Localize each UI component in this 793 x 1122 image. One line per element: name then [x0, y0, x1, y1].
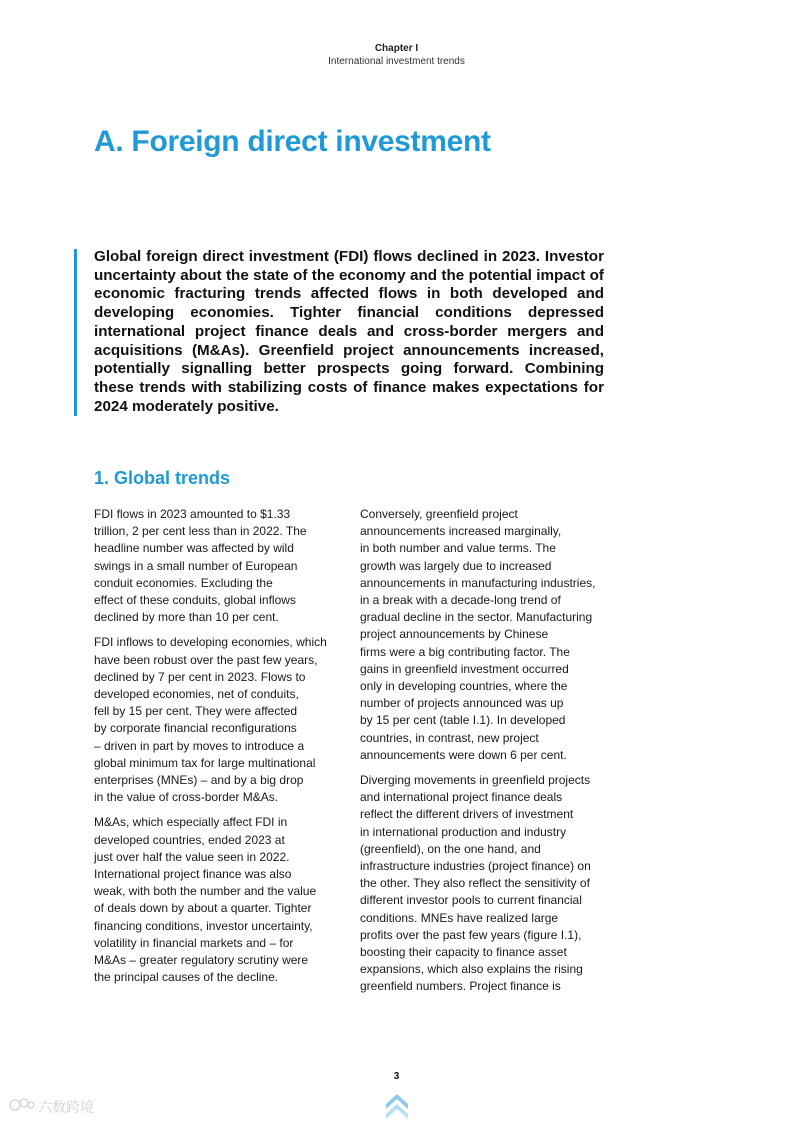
- body-paragraph: [360, 772, 610, 996]
- body-line: gradual decline in the sector. Manufacturing: [360, 610, 593, 625]
- body-line: firms were a big contributing factor. The: [360, 644, 570, 659]
- chevron-up-logo-icon: [384, 1090, 410, 1120]
- body-line: financing conditions, investor uncertainty,: [94, 918, 313, 933]
- body-line: trillion, 2 per cent less than in 2022. The: [94, 524, 307, 539]
- body-line: project announcements by Chinese: [360, 627, 549, 642]
- body-line: Conversely, greenfield project: [360, 507, 518, 521]
- body-line: of deals down by about a quarter. Tighter: [94, 901, 312, 916]
- body-line: International project finance was also: [94, 867, 292, 882]
- body-line: in international production and industry: [360, 824, 567, 839]
- chapter-subtitle: International investment trends: [328, 56, 465, 67]
- body-line: different investor pools to current financial: [360, 893, 582, 908]
- body-line: – driven in part by moves to introduce a: [94, 738, 305, 753]
- body-paragraph: [94, 506, 344, 626]
- body-line: have been robust over the past few years,: [94, 652, 318, 667]
- body-line: in both number and value terms. The: [360, 541, 556, 556]
- body-line: FDI inflows to developing economies, which: [94, 635, 327, 650]
- subsection-title: 1. Global trends: [94, 468, 231, 488]
- body-line: conditions. MNEs have realized large: [360, 910, 559, 925]
- body-column-right: [360, 506, 610, 1004]
- body-line: headline number was affected by wild: [94, 541, 294, 556]
- summary-callout: Global foreign direct investment (FDI) flows declined in 2023. Investor uncertainty about the state of the economy and the potential impact of economic fracturing trends affected flows in both developed and developing economies. Tighter financial conditions depressed international project finance deals and cross-border mergers and acquisitions (M&As). Greenfield project announcements increased, potentially signalling better prospects going forward. Combining these trends with stabilizing costs of finance makes expectations for 2024 moderately positive.: [94, 248, 604, 415]
- body-line: just over half the value seen in 2022.: [94, 849, 290, 864]
- watermark: [8, 1096, 108, 1116]
- body-line: announcements were down 6 per cent.: [360, 747, 567, 762]
- body-line: growth was largely due to increased: [360, 558, 552, 573]
- body-column-left: [94, 506, 344, 994]
- body-line: announcements in manufacturing industries,: [360, 575, 596, 590]
- body-line: in a break with a decade-long trend of: [360, 593, 561, 608]
- section-title: A. Foreign direct investment: [94, 125, 491, 158]
- running-header: [0, 42, 793, 68]
- body-paragraph: [94, 634, 344, 806]
- body-line: reflect the different drivers of investment: [360, 807, 574, 822]
- body-line: by corporate financial reconfigurations: [94, 721, 297, 736]
- body-line: the principal causes of the decline.: [94, 970, 279, 985]
- body-line: profits over the past few years (figure I.1),: [360, 927, 582, 942]
- watermark-logo-icon: [8, 1096, 36, 1114]
- body-line: developed countries, ended 2023 at: [94, 832, 285, 847]
- body-line: (greenfield), on the one hand, and: [360, 841, 541, 856]
- body-line: number of projects announced was up: [360, 696, 564, 711]
- body-line: FDI flows in 2023 amounted to $1.33: [94, 507, 291, 521]
- body-line: enterprises (MNEs) – and by a big drop: [94, 773, 304, 788]
- body-line: gains in greenfield investment occurred: [360, 661, 569, 676]
- body-line: weak, with both the number and the value: [94, 884, 317, 899]
- body-line: global minimum tax for large multinational: [94, 755, 316, 770]
- body-line: volatility in financial markets and – for: [94, 935, 294, 950]
- body-line: M&As – greater regulatory scrutiny were: [94, 953, 309, 968]
- body-line: the other. They also reflect the sensitivity of: [360, 876, 590, 891]
- body-line: declined by more than 10 per cent.: [94, 610, 279, 625]
- body-line: only in developing countries, where the: [360, 679, 568, 694]
- body-line: fell by 15 per cent. They were affected: [94, 704, 298, 719]
- body-line: boosting their capacity to finance asset: [360, 945, 567, 960]
- body-line: countries, in contrast, new project: [360, 730, 539, 745]
- body-line: expansions, which also explains the rising: [360, 962, 583, 977]
- watermark-text: 六数跨境: [38, 1100, 94, 1116]
- body-line: declined by 7 per cent in 2023. Flows to: [94, 669, 306, 684]
- body-line: in the value of cross-border M&As.: [94, 790, 279, 805]
- body-paragraph: [94, 814, 344, 986]
- body-line: developed economies, net of conduits,: [94, 687, 299, 702]
- chapter-label: Chapter I: [374, 43, 419, 54]
- page-number: 3: [393, 1071, 400, 1082]
- body-line: swings in a small number of European: [94, 558, 298, 573]
- body-line: announcements increased marginally,: [360, 524, 562, 539]
- body-line: by 15 per cent (table I.1). In developed: [360, 713, 566, 728]
- body-line: conduit economies. Excluding the: [94, 575, 273, 590]
- body-line: effect of these conduits, global inflows: [94, 593, 296, 608]
- body-line: M&As, which especially affect FDI in: [94, 815, 288, 830]
- body-line: infrastructure industries (project finance) on: [360, 859, 591, 874]
- body-line: Diverging movements in greenfield projects: [360, 773, 591, 788]
- body-line: and international project finance deals: [360, 790, 563, 805]
- summary-accent-bar: [74, 249, 77, 416]
- body-line: greenfield numbers. Project finance is: [360, 979, 561, 994]
- body-paragraph: [360, 506, 610, 764]
